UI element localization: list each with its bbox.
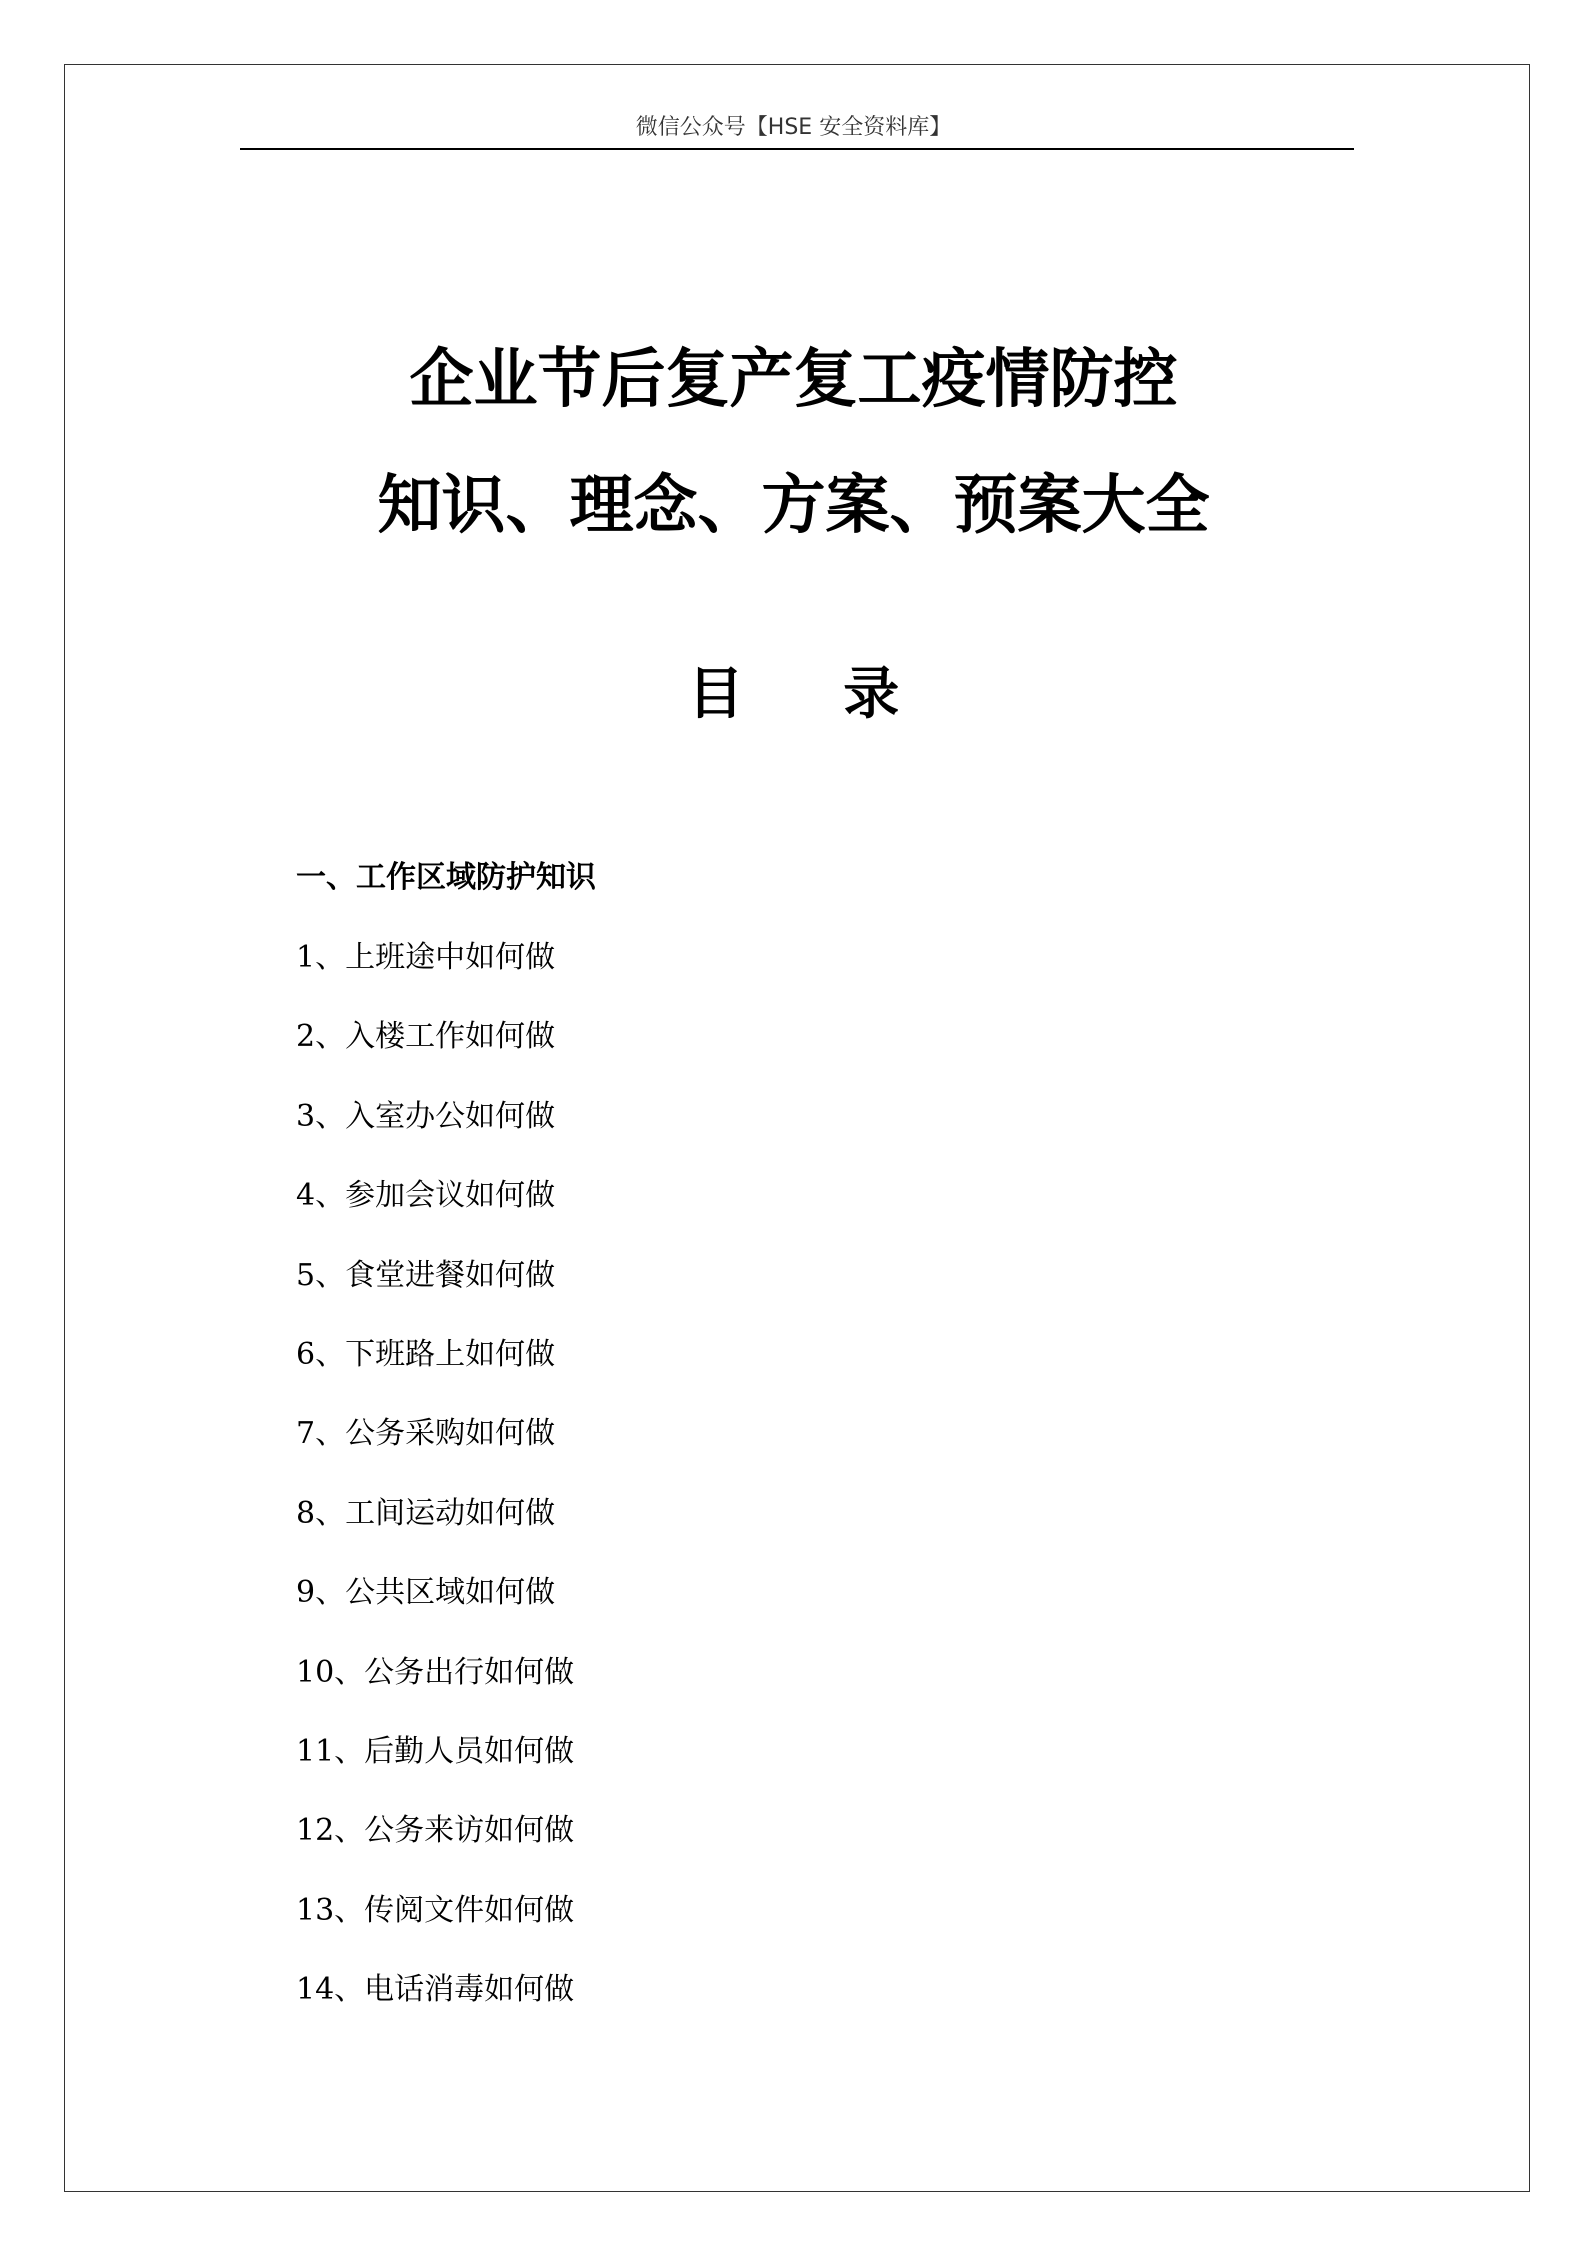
page-header: 微信公众号【HSE 安全资料库】 (635, 115, 952, 140)
document-title-line-1: 企业节后复产复工疫情防控 (409, 343, 1178, 417)
toc-item: 10、公务出行如何做 (296, 1654, 575, 1690)
toc-item: 4、参加会议如何做 (296, 1178, 556, 1214)
toc-item: 2、入楼工作如何做 (296, 1019, 556, 1055)
toc-item: 13、传阅文件如何做 (296, 1892, 575, 1928)
toc-item: 6、下班路上如何做 (296, 1336, 556, 1372)
toc-item: 11、后勤人员如何做 (296, 1733, 575, 1769)
toc-heading: 目 录 (687, 662, 940, 727)
toc-item: 9、公共区域如何做 (296, 1575, 556, 1611)
toc-item: 1、上班途中如何做 (296, 940, 556, 975)
header-rule (240, 148, 1354, 150)
toc-item: 12、公务来访如何做 (296, 1813, 575, 1849)
toc-list (296, 938, 574, 2049)
toc-section-heading: 一、工作区域防护知识 (296, 860, 596, 895)
toc-item: 5、食堂进餐如何做 (296, 1257, 556, 1293)
toc-item: 3、入室办公如何做 (296, 1098, 556, 1134)
toc-item: 7、公务采购如何做 (296, 1416, 556, 1452)
toc-item: 14、电话消毒如何做 (296, 1972, 575, 2008)
toc-item: 8、工间运动如何做 (296, 1495, 556, 1531)
document-title-line-2: 知识、理念、方案、预案大全 (377, 469, 1210, 543)
